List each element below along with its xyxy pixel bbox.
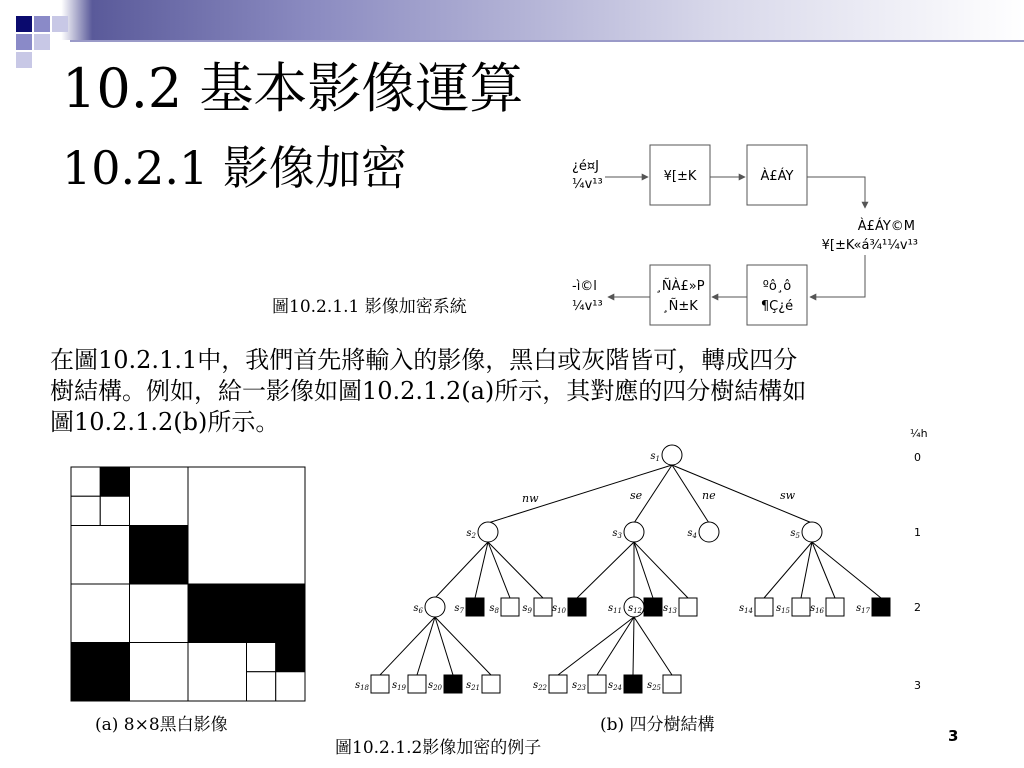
tree-node-s23 — [588, 675, 606, 693]
tree-edge — [488, 465, 672, 523]
tree-node-label: $s_{22}$ — [532, 680, 547, 692]
image-cell — [188, 584, 247, 643]
image-cell — [130, 584, 189, 643]
corner-square — [16, 52, 32, 68]
tree-node-s9 — [534, 598, 552, 616]
tree-node-s13 — [679, 598, 697, 616]
tree-nodes — [355, 445, 890, 693]
input-label-2: ¼v¹³ — [572, 177, 603, 192]
body-paragraph: 在圖10.2.1.1中，我們首先將輸入的影像，黑白或灰階皆可，轉成四分 樹結構。例如，給一影像如圖10.2.1.2(a)所示，其對應的四分樹結構如 圖10.2.1.2(b)所示。 — [50, 346, 807, 436]
tree-edge — [597, 617, 634, 675]
decrypt-box-label-2: ¸Ñ±K — [662, 299, 698, 314]
tree-node-s1 — [662, 445, 682, 465]
tree-edge — [634, 542, 653, 598]
input-label: ¿é¤J — [572, 159, 600, 174]
edge-label-se: se — [630, 489, 643, 502]
side-label-2: ¥[±K«á¾¹¼v¹³ — [821, 238, 918, 253]
tree-edge — [634, 617, 672, 675]
figure2-caption: 圖10.2.1.2影像加密的例子 — [335, 738, 542, 758]
tree-node-label: $s_{21}$ — [465, 680, 480, 692]
figure2b-caption: (b) 四分樹結構 — [600, 715, 715, 735]
level-0: 0 — [914, 451, 921, 464]
tree-node-label: $s_{24}$ — [607, 680, 622, 692]
image-cell — [247, 584, 306, 643]
tree-node-label: $s_1$ — [650, 451, 660, 463]
level-3: 3 — [914, 679, 921, 692]
image-cell — [130, 467, 189, 526]
tree-node-label: $s_{25}$ — [646, 680, 661, 692]
tree-node-label: $s_{17}$ — [855, 603, 870, 615]
tree-edge — [475, 542, 488, 598]
tree-node-s20 — [444, 675, 462, 693]
level-2: 2 — [914, 601, 921, 614]
corner-square — [52, 16, 68, 32]
tree-node-s8 — [501, 598, 519, 616]
slide-title: 10.2 基本影像運算 — [62, 57, 524, 120]
tree-node-label: $s_{13}$ — [662, 603, 677, 615]
decrypt-box — [650, 265, 710, 325]
tree-node-label: $s_{18}$ — [354, 680, 369, 692]
image-cell — [130, 526, 189, 585]
header-divider — [70, 40, 1024, 42]
image-cell — [71, 467, 100, 496]
network-box-label-1: ºô¸ô — [762, 279, 792, 294]
tree-edge — [633, 617, 634, 675]
image-cell — [188, 467, 305, 584]
level-1: 1 — [914, 526, 921, 539]
tree-node-s22 — [549, 675, 567, 693]
network-box-label-2: ¶Ç¿é — [760, 299, 794, 314]
tree-node-label: $s_7$ — [454, 603, 464, 615]
tree-edge — [488, 542, 543, 598]
tree-node-label: $s_3$ — [612, 528, 622, 540]
slide-subtitle: 10.2.1 影像加密 — [62, 141, 407, 195]
corner-square — [16, 16, 32, 32]
tree-node-label: $s_{19}$ — [391, 680, 406, 692]
image-cell — [71, 584, 130, 643]
figure1-caption: 圖10.2.1.1 影像加密系統 — [272, 297, 467, 317]
tree-node-label: $s_{15}$ — [775, 603, 790, 615]
quadtree-diagram — [340, 425, 940, 710]
tree-node-label: $s_5$ — [790, 528, 800, 540]
tree-edge — [435, 542, 488, 598]
tree-node-s7 — [466, 598, 484, 616]
tree-node-s4 — [699, 522, 719, 542]
encryption-system-diagram — [560, 140, 940, 340]
image-cell — [276, 672, 305, 701]
tree-edge — [812, 542, 835, 598]
arrow-to-network — [810, 255, 865, 297]
tree-node-label: $s_8$ — [489, 603, 499, 615]
image-cell — [100, 467, 129, 496]
tree-edge — [435, 617, 491, 675]
tree-node-label: $s_{16}$ — [809, 603, 824, 615]
image-cell — [100, 496, 129, 525]
image-cell — [247, 672, 276, 701]
tree-edge — [812, 542, 881, 598]
tree-edge — [488, 542, 510, 598]
tree-node-s24 — [624, 675, 642, 693]
tree-node-s18 — [371, 675, 389, 693]
page-number: 3 — [948, 727, 959, 745]
tree-edge — [801, 542, 812, 598]
arrow-compress-down — [807, 177, 865, 208]
decrypt-box-label-1: ¸ÑÀ£»P — [655, 279, 705, 294]
image-cell — [71, 496, 100, 525]
tree-node-s5 — [802, 522, 822, 542]
figure2a-caption: (a) 8×8黑白影像 — [95, 715, 228, 735]
tree-node-s3 — [624, 522, 644, 542]
network-box — [747, 265, 807, 325]
tree-edge — [764, 542, 812, 598]
encrypt-box-label: ¥[±K — [663, 169, 697, 184]
compress-box-label: À£ÁY — [760, 169, 794, 184]
tree-node-s21 — [482, 675, 500, 693]
level-header: ¼h — [910, 427, 928, 440]
tree-node-s16 — [826, 598, 844, 616]
image-cell — [247, 643, 276, 672]
tree-node-s19 — [408, 675, 426, 693]
corner-square — [16, 34, 32, 50]
tree-node-s10 — [568, 598, 586, 616]
image-cell — [71, 526, 130, 585]
tree-edge — [577, 542, 634, 598]
tree-edge — [558, 617, 634, 675]
edge-label-ne: ne — [702, 489, 716, 502]
side-label-1: À£ÁY©M — [857, 219, 915, 234]
tree-edge — [417, 617, 435, 675]
tree-node-s14 — [755, 598, 773, 616]
tree-node-label: $s_6$ — [413, 603, 423, 615]
image-cell — [71, 643, 130, 702]
tree-node-s15 — [792, 598, 810, 616]
tree-node-s2 — [478, 522, 498, 542]
tree-node-s12 — [644, 598, 662, 616]
edge-label-sw: sw — [780, 489, 796, 502]
image-cell — [188, 643, 247, 702]
tree-node-label: $s_{14}$ — [738, 603, 753, 615]
tree-node-s6 — [425, 597, 445, 617]
tree-node-label: $s_{11}$ — [607, 603, 622, 615]
tree-edge — [380, 617, 435, 675]
image-cell — [130, 643, 189, 702]
corner-square — [34, 34, 50, 50]
output-label: -ì©l — [572, 279, 597, 294]
tree-node-label: $s_9$ — [522, 603, 532, 615]
tree-node-label: $s_{23}$ — [571, 680, 586, 692]
tree-node-s25 — [663, 675, 681, 693]
binary-image-8x8 — [70, 466, 306, 702]
edge-label-nw: nw — [522, 492, 539, 505]
tree-node-label: $s_{12}$ — [627, 603, 642, 615]
tree-node-label: $s_{10}$ — [551, 603, 566, 615]
corner-square — [34, 16, 50, 32]
tree-node-s17 — [872, 598, 890, 616]
tree-node-label: $s_2$ — [466, 528, 476, 540]
tree-node-label: $s_4$ — [687, 528, 697, 540]
output-label-2: ¼v¹³ — [572, 299, 603, 314]
image-cell — [276, 643, 305, 672]
tree-edge — [634, 542, 688, 598]
tree-node-label: $s_{20}$ — [427, 680, 442, 692]
header-gradient-bar — [0, 0, 1024, 40]
